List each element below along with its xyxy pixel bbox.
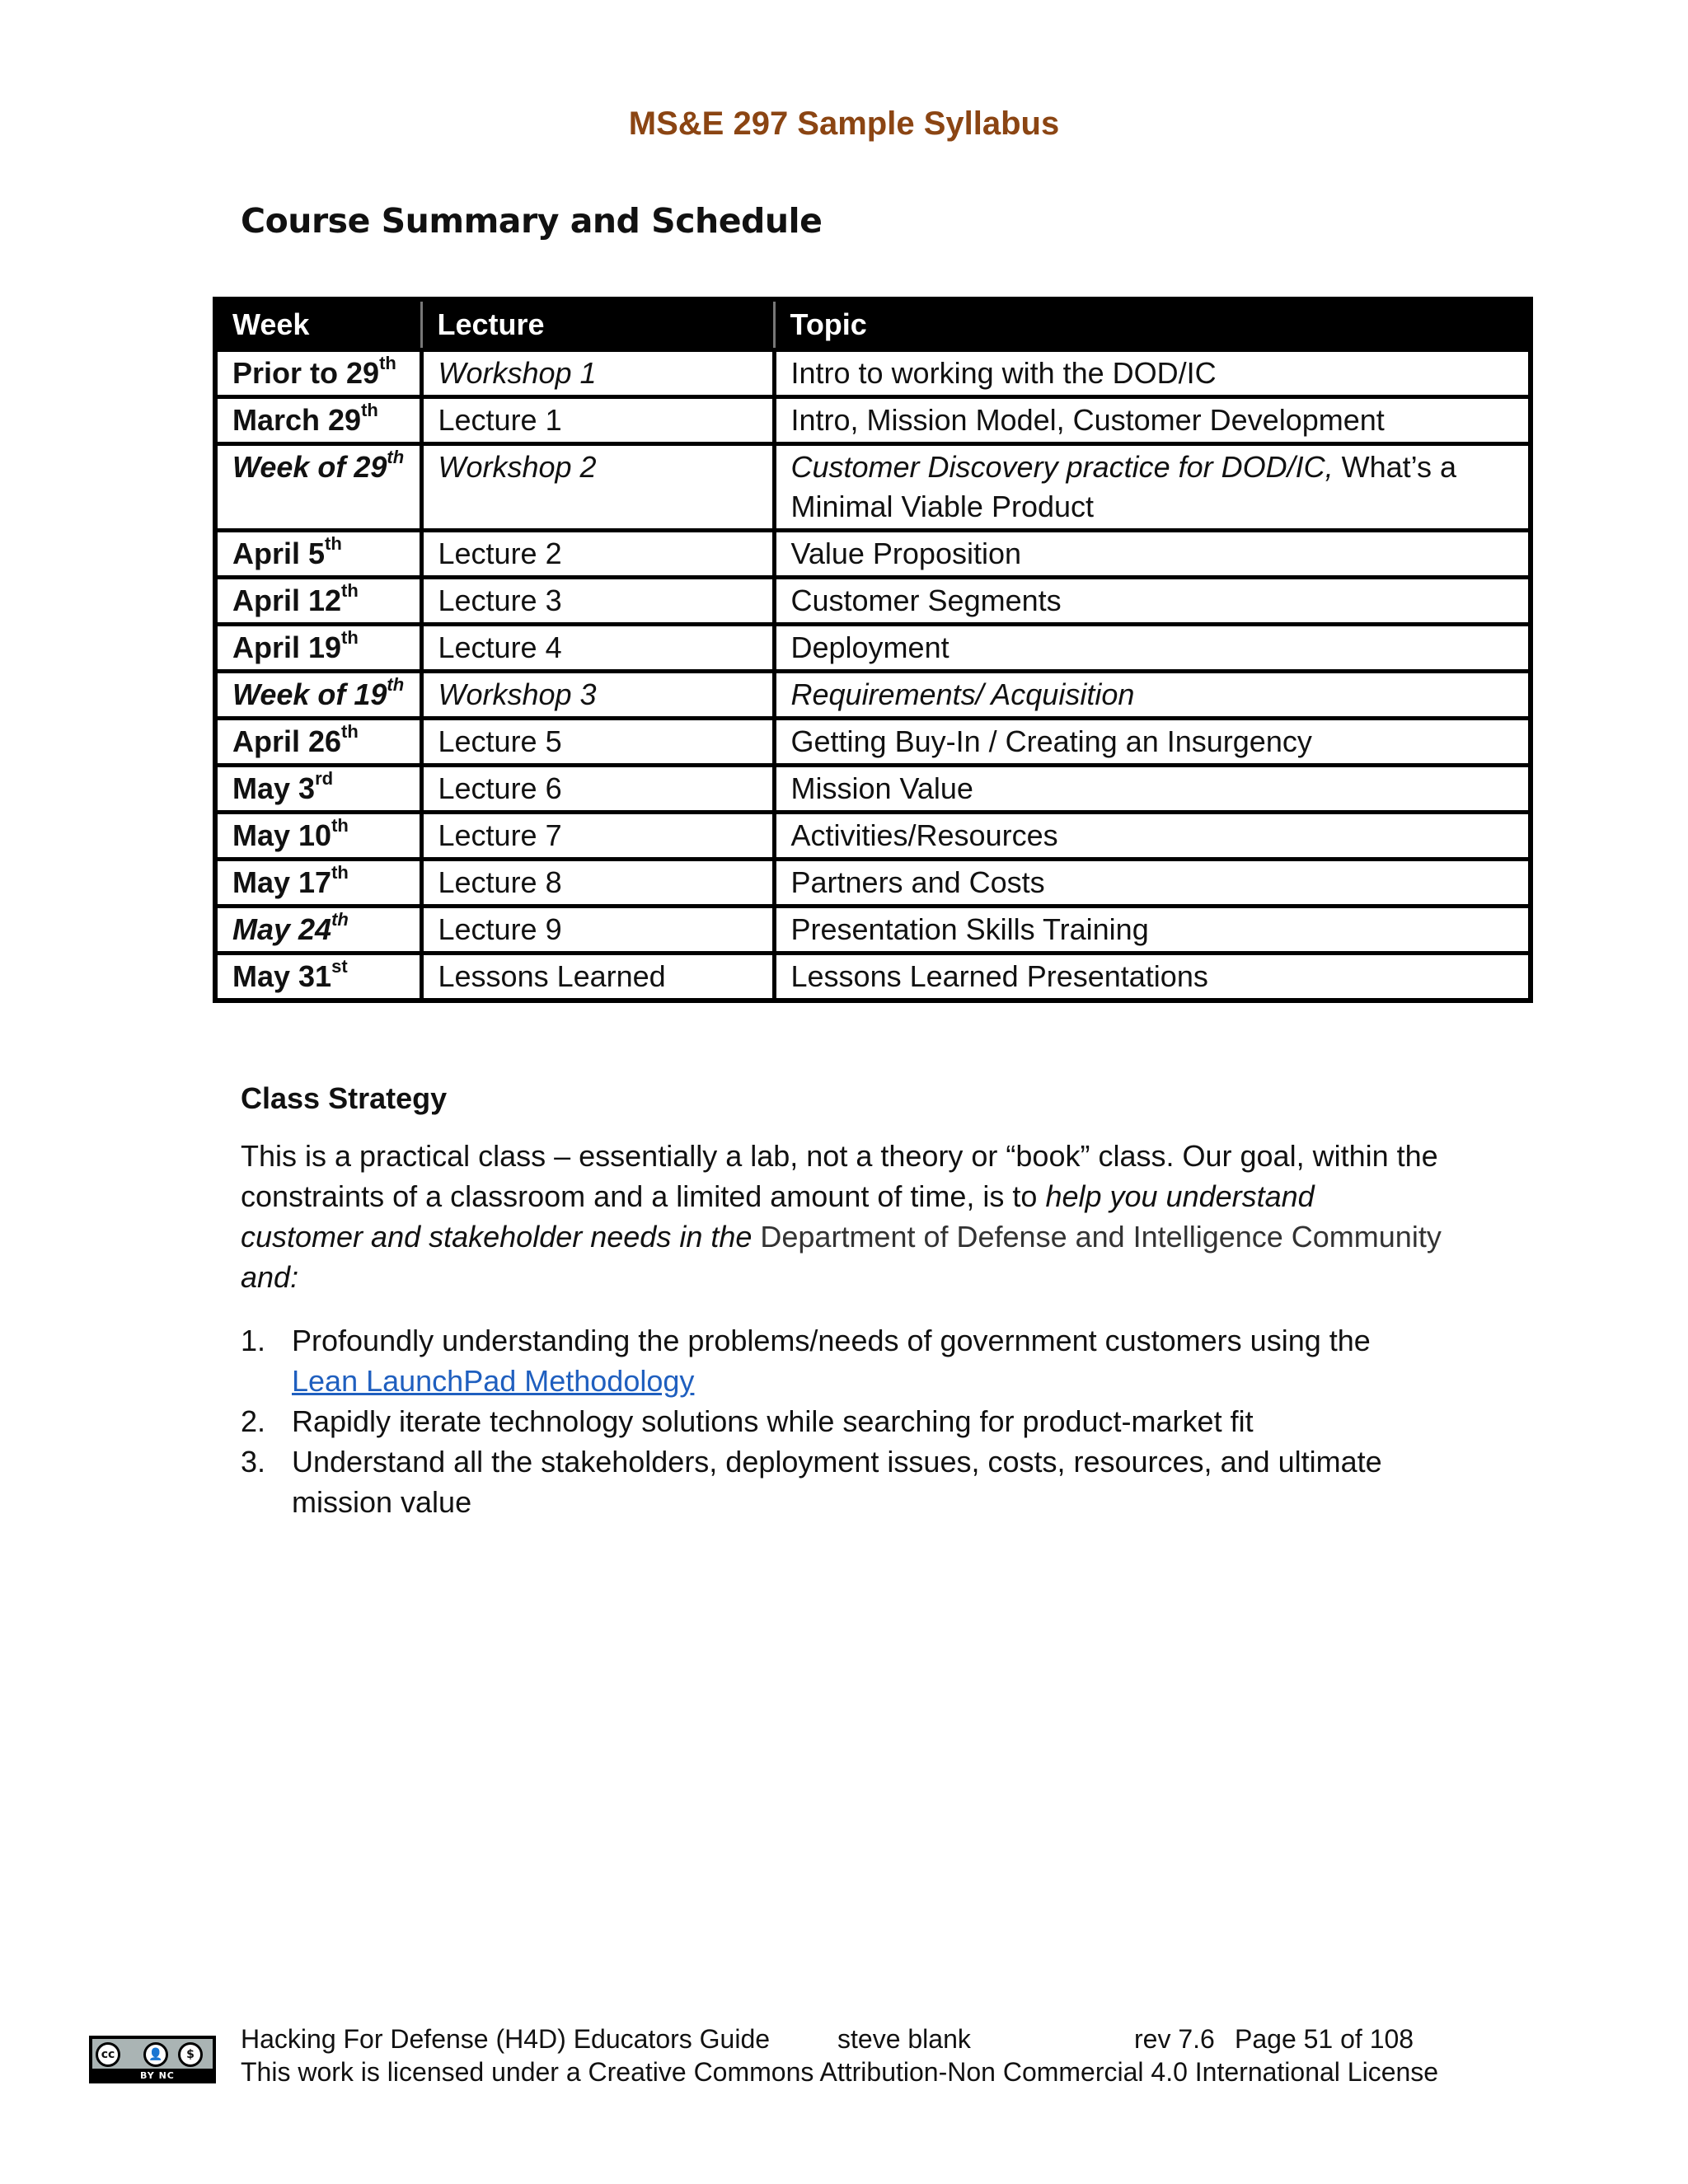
table-row bbox=[215, 578, 1531, 625]
week-cell bbox=[215, 766, 421, 813]
lecture-cell: Lecture 6 bbox=[421, 766, 774, 813]
lecture-cell: Lessons Learned bbox=[421, 954, 774, 1001]
week-ordinal-suffix: th bbox=[387, 674, 405, 695]
week-ordinal-suffix: th bbox=[361, 400, 378, 420]
week-ordinal-suffix: th bbox=[325, 533, 342, 554]
table-row bbox=[215, 954, 1531, 1001]
strategy-heading: Class Strategy bbox=[241, 1081, 448, 1115]
topic-text: Mission Value bbox=[790, 771, 973, 805]
lecture-cell: Workshop 1 bbox=[421, 350, 774, 397]
cc-logo-icon: cc bbox=[96, 2042, 120, 2067]
lecture-cell: Lecture 5 bbox=[421, 719, 774, 766]
list-item bbox=[241, 1320, 1444, 1401]
week-cell bbox=[215, 954, 421, 1001]
attribution-person-icon: 👤 bbox=[143, 2042, 168, 2067]
list-number: 3. bbox=[241, 1445, 266, 1479]
week-cell bbox=[215, 672, 421, 719]
week-ordinal-suffix: th bbox=[331, 815, 349, 836]
document-title: MS&E 297 Sample Syllabus bbox=[628, 105, 1060, 142]
week-cell bbox=[215, 625, 421, 672]
schedule-table bbox=[213, 297, 1533, 1003]
week-cell bbox=[215, 907, 421, 954]
week-ordinal-suffix: th bbox=[379, 353, 396, 373]
creative-commons-badge-icon bbox=[89, 2036, 216, 2083]
section-heading: Course Summary and Schedule bbox=[241, 201, 823, 241]
topic-cell bbox=[774, 397, 1531, 444]
week-ordinal-suffix: th bbox=[387, 447, 405, 467]
week-cell bbox=[215, 444, 421, 531]
lecture-cell: Lecture 2 bbox=[421, 531, 774, 578]
goal-text: Profoundly understanding the problems/needs of government customers using the bbox=[292, 1324, 1371, 1357]
week-cell bbox=[215, 578, 421, 625]
footer-author: steve blank bbox=[837, 2024, 971, 2054]
strategy-paragraph bbox=[241, 1136, 1444, 1297]
week-label: May 10 bbox=[232, 818, 332, 852]
topic-cell bbox=[774, 907, 1531, 954]
strategy-text-2: Department of Defense and Intelligence Community bbox=[752, 1220, 1442, 1254]
week-label: April 5 bbox=[232, 537, 326, 570]
week-ordinal-suffix: th bbox=[341, 580, 359, 601]
topic-cell bbox=[774, 719, 1531, 766]
list-number: 1. bbox=[241, 1324, 266, 1357]
strategy-emphasis-1: help you understand customer and stakeholder needs in the bbox=[241, 1179, 1315, 1254]
topic-text: Customer Segments bbox=[790, 583, 1062, 617]
non-commercial-icon: $ bbox=[178, 2042, 203, 2067]
lecture-cell: Lecture 1 bbox=[421, 397, 774, 444]
topic-text: Intro to working with the DOD/IC bbox=[790, 356, 1217, 390]
lecture-cell: Lecture 8 bbox=[421, 860, 774, 907]
topic-text: Intro, Mission Model, Customer Development bbox=[790, 403, 1385, 437]
week-cell bbox=[215, 719, 421, 766]
topic-text: Lessons Learned Presentations bbox=[790, 959, 1208, 993]
week-ordinal-suffix: th bbox=[341, 721, 359, 742]
table-row bbox=[215, 719, 1531, 766]
topic-emphasis: Requirements/ Acquisition bbox=[790, 677, 1135, 711]
list-item bbox=[241, 1401, 1444, 1441]
topic-cell bbox=[774, 531, 1531, 578]
topic-text: Deployment bbox=[790, 630, 950, 664]
column-header-lecture: Lecture bbox=[421, 299, 774, 350]
table-row bbox=[215, 766, 1531, 813]
table-row bbox=[215, 350, 1531, 397]
table-row bbox=[215, 444, 1531, 531]
lecture-cell: Lecture 3 bbox=[421, 578, 774, 625]
week-label: May 17 bbox=[232, 865, 332, 899]
list-number: 2. bbox=[241, 1404, 266, 1438]
week-label: May 3 bbox=[232, 771, 316, 805]
week-label: April 19 bbox=[232, 630, 342, 664]
footer-guide-title: Hacking For Defense (H4D) Educators Guide bbox=[241, 2024, 771, 2054]
topic-cell bbox=[774, 860, 1531, 907]
week-ordinal-suffix: st bbox=[331, 956, 348, 977]
column-header-week: Week bbox=[215, 299, 421, 350]
strategy-text-1: This is a practical class – essentially a lab, not a theory or “book” class. Our goal, within the constraints of a classroom and a limited amount of time, is to bbox=[241, 1139, 1438, 1213]
week-label: Week of 19 bbox=[232, 677, 387, 711]
topic-text: Presentation Skills Training bbox=[790, 912, 1149, 946]
week-label: April 12 bbox=[232, 583, 342, 617]
topic-text: What’s a Minimal Viable Product bbox=[790, 450, 1457, 523]
table-row bbox=[215, 531, 1531, 578]
topic-cell bbox=[774, 625, 1531, 672]
week-cell bbox=[215, 531, 421, 578]
topic-text: Value Proposition bbox=[790, 537, 1022, 570]
table-header-row bbox=[215, 299, 1531, 350]
strategy-emphasis-2: and: bbox=[241, 1260, 299, 1294]
badge-labels: BY NC bbox=[140, 2070, 175, 2081]
week-cell bbox=[215, 397, 421, 444]
topic-cell bbox=[774, 444, 1531, 531]
table-row bbox=[215, 907, 1531, 954]
footer-page-number: Page 51 of 108 bbox=[1235, 2024, 1414, 2054]
topic-cell bbox=[774, 954, 1531, 1001]
lean-launchpad-link[interactable]: Lean LaunchPad Methodology bbox=[292, 1364, 695, 1398]
page-footer bbox=[0, 2016, 1688, 2098]
topic-cell bbox=[774, 350, 1531, 397]
week-label: April 26 bbox=[232, 724, 342, 758]
topic-text: Getting Buy-In / Creating an Insurgency bbox=[790, 724, 1312, 758]
goal-text: Rapidly iterate technology solutions while searching for product-market fit bbox=[292, 1404, 1254, 1438]
lecture-cell: Lecture 9 bbox=[421, 907, 774, 954]
topic-cell bbox=[774, 813, 1531, 860]
week-label: Prior to 29 bbox=[232, 356, 380, 390]
topic-cell bbox=[774, 578, 1531, 625]
footer-license: This work is licensed under a Creative Commons Attribution-Non Commercial 4.0 International License bbox=[241, 2057, 1439, 2087]
week-ordinal-suffix: th bbox=[331, 862, 349, 883]
topic-emphasis: Customer Discovery practice for DOD/IC, bbox=[790, 450, 1334, 484]
table-row bbox=[215, 625, 1531, 672]
footer-revision: rev 7.6 bbox=[1134, 2024, 1215, 2054]
list-item bbox=[241, 1441, 1444, 1522]
week-cell bbox=[215, 350, 421, 397]
week-cell bbox=[215, 813, 421, 860]
column-header-topic: Topic bbox=[774, 299, 1531, 350]
table-row bbox=[215, 813, 1531, 860]
topic-cell bbox=[774, 672, 1531, 719]
lecture-cell: Workshop 2 bbox=[421, 444, 774, 531]
week-label: May 31 bbox=[232, 959, 332, 993]
goals-list bbox=[241, 1320, 1444, 1522]
table-row bbox=[215, 672, 1531, 719]
week-ordinal-suffix: rd bbox=[315, 768, 334, 789]
lecture-cell: Lecture 4 bbox=[421, 625, 774, 672]
table-row bbox=[215, 860, 1531, 907]
lecture-cell: Workshop 3 bbox=[421, 672, 774, 719]
table-row bbox=[215, 397, 1531, 444]
week-label: Week of 29 bbox=[232, 450, 387, 484]
week-label: May 24 bbox=[232, 912, 332, 946]
week-ordinal-suffix: th bbox=[331, 909, 349, 930]
week-label: March 29 bbox=[232, 403, 362, 437]
schedule-body bbox=[215, 350, 1531, 1001]
topic-text: Activities/Resources bbox=[790, 818, 1058, 852]
lecture-cell: Lecture 7 bbox=[421, 813, 774, 860]
week-ordinal-suffix: th bbox=[341, 627, 359, 648]
topic-text: Partners and Costs bbox=[790, 865, 1045, 899]
topic-cell bbox=[774, 766, 1531, 813]
goal-text: Understand all the stakeholders, deployment issues, costs, resources, and ultimate mission value bbox=[292, 1445, 1382, 1519]
week-cell bbox=[215, 860, 421, 907]
